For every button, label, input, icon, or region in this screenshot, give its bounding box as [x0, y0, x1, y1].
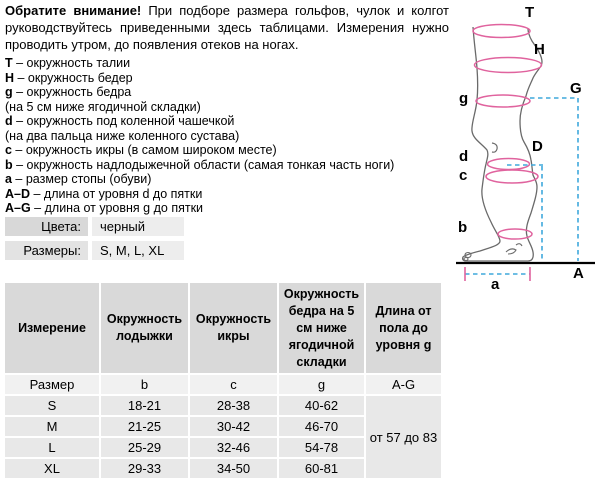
heel-detail — [506, 244, 522, 254]
table-row: M 21-25 30-42 46-70 — [4, 416, 442, 437]
diagram-label-T: T — [525, 4, 535, 21]
header-calf: Окружность икры — [189, 282, 278, 374]
header-ankle: Окружность лодыжки — [100, 282, 189, 374]
diagram-label-G: G — [570, 80, 582, 97]
legend-line: A–G – длина от уровня g до пятки — [5, 201, 204, 216]
colors-value: черный — [92, 217, 184, 236]
ellipse-g — [476, 95, 530, 107]
legend-line: g – окружность бедра — [5, 85, 132, 100]
merged-length-cell: от 57 до 83 — [365, 395, 442, 479]
legend-line: (на два пальца ниже коленного сустава) — [5, 128, 240, 143]
legend-line: b – окружность надлодыжечной области (самая тонкая часть ноги) — [5, 157, 395, 172]
diagram-label-b: b — [458, 219, 468, 236]
knee-crease — [492, 143, 497, 152]
legend-line: (на 5 см ниже ягодичной складки) — [5, 99, 201, 114]
notice-text: При подборе размера гольфов, чулок и колгот руководствуйтесь приведенными здесь таблицами. Измерения нужно проводить утром, до появления отеков на ногах. — [5, 3, 449, 52]
sizes-label: Размеры: — [5, 241, 88, 260]
notice-bold-intro: Обратите внимание! — [5, 3, 142, 18]
legend-line: d – окружность под коленной чашечкой — [5, 114, 235, 129]
header-measurement: Измерение — [4, 282, 100, 374]
legend-line: T – окружность талии — [5, 56, 131, 71]
guide-line-d-D — [507, 165, 543, 261]
diagram-label-A: A — [573, 265, 584, 282]
param-row: Размер b c g A-G — [4, 374, 442, 395]
size-table — [3, 281, 443, 480]
diagram-label-H: H — [534, 41, 545, 58]
size-table-header-row — [4, 282, 442, 374]
ellipse-T — [473, 25, 530, 38]
legend-line: c – окружность икры (в самом широком месте) — [5, 143, 277, 158]
leg-outline — [463, 27, 542, 261]
diagram-label-d: d — [459, 148, 469, 165]
colors-label: Цвета: — [5, 217, 88, 236]
table-row: XL 29-33 34-50 60-81 — [4, 458, 442, 479]
diagram-label-c: c — [459, 167, 468, 184]
ellipse-d — [488, 159, 530, 170]
table-row: S 18-21 28-38 40-62 от 57 до 83 — [4, 395, 442, 416]
ellipse-H — [475, 58, 542, 73]
diagram-label-D: D — [532, 138, 543, 155]
sizes-value: S, M, L, XL — [92, 241, 184, 260]
legend-line: A–D – длина от уровня d до пятки — [5, 186, 203, 201]
ellipse-c — [486, 170, 538, 183]
table-row: L 25-29 32-46 54-78 — [4, 437, 442, 458]
legend-line: H – окружность бедер — [5, 70, 133, 85]
diagram-label-g: g — [459, 90, 469, 107]
diagram-label-a: a — [491, 276, 500, 293]
header-length: Длина от пола до уровня g — [365, 282, 442, 374]
legend-line: a – размер стопы (обуви) — [5, 172, 152, 187]
header-thigh: Окружность бедра на 5 см ниже ягодичной складки — [278, 282, 365, 374]
guide-line-g-G — [530, 98, 578, 261]
